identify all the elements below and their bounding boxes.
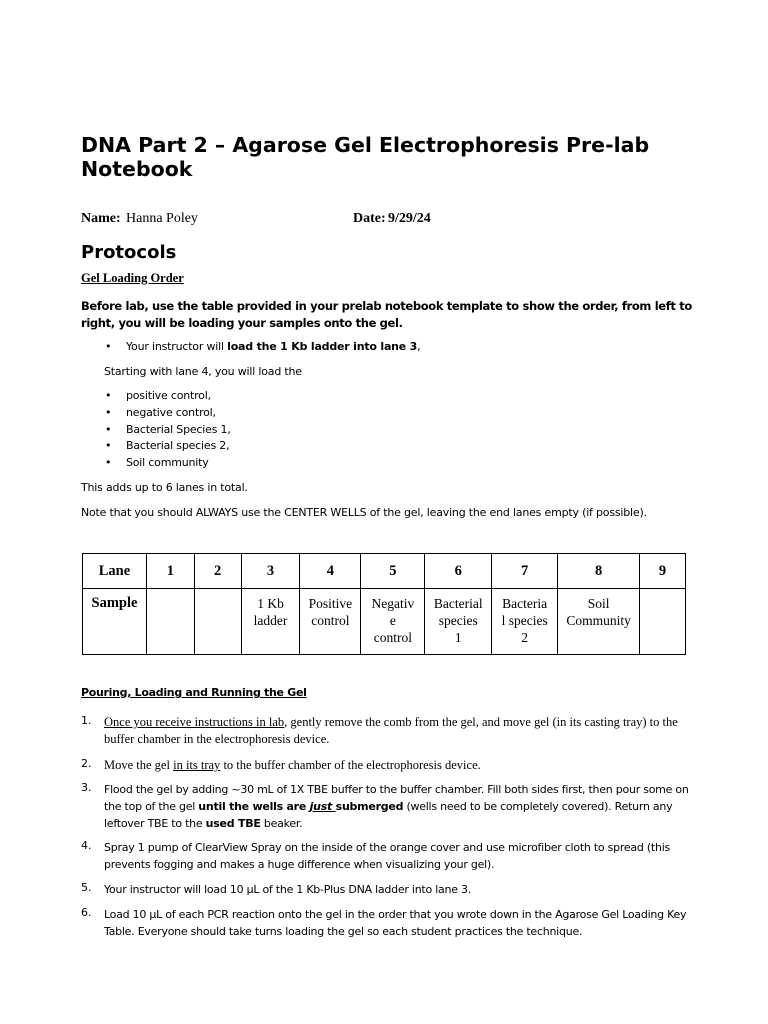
sample-cell-line: Bacteria — [502, 596, 548, 611]
sample-cell-line: e — [389, 613, 396, 628]
lane-number: 4 — [300, 554, 361, 589]
gel-loading-heading: Gel Loading Order — [81, 271, 184, 285]
sample-header: Sample — [83, 589, 147, 655]
step-bold-text: until the wells are — [198, 800, 310, 813]
step-number: 6. — [81, 906, 92, 919]
lane-number: 9 — [640, 554, 686, 589]
name-label: Name: — [81, 211, 121, 226]
sample-cell — [300, 589, 361, 655]
section-heading: Protocols — [81, 242, 177, 263]
sample-cell-line: Community — [566, 613, 631, 628]
date-label: Date: — [353, 211, 386, 226]
sample-cell — [194, 589, 241, 655]
sample-list-item: negative control, — [126, 406, 216, 419]
center-wells-note: Note that you should ALWAYS use the CENTER WELLS of the gel, leaving the end lanes empty (if possible). — [81, 506, 647, 519]
step-text: Load 10 µL of each PCR reaction onto the gel in the order that you wrote down in the Agarose Gel Loading Key Table. Everyone should take turns loading the gel so each student practices the technique. — [104, 908, 687, 938]
sample-list-item: Bacterial Species 1, — [126, 423, 231, 436]
sample-cell — [640, 589, 686, 655]
step-underlined-text: Once you receive instructions in lab — [104, 715, 285, 729]
bullet: • — [105, 389, 112, 402]
sample-cell — [146, 589, 194, 655]
lane-number: 2 — [194, 554, 241, 589]
lane-table — [82, 553, 686, 655]
sample-cell-line: Negativ — [371, 596, 415, 611]
starting-text: Starting with lane 4, you will load the — [104, 365, 302, 378]
bullet: • — [105, 439, 112, 452]
step-number: 5. — [81, 881, 92, 894]
step-bold-text: submerged — [335, 800, 404, 813]
sample-cell-line: 1 — [454, 630, 462, 645]
step-text-part: (wells need to be completely covered). Return any leftover TBE to the — [104, 800, 673, 830]
date-value: 9/29/24 — [388, 211, 431, 226]
page-title: DNA Part 2 – Agarose Gel Electrophoresis Pre-lab Notebook — [81, 133, 650, 181]
sample-cell-line: Positive — [308, 596, 353, 611]
instructor-prefix: Your instructor will — [126, 340, 228, 353]
step-emphasis-text: just — [309, 800, 336, 813]
step-text-part: , gently remove the comb from the gel, and move gel (in its casting tray) to the buffer chamber in the electrophoresis device. — [104, 715, 678, 746]
name-date-row — [81, 211, 701, 229]
sample-cell — [241, 589, 300, 655]
step-text — [104, 714, 704, 748]
instructor-ladder-item — [126, 340, 420, 353]
sample-cell — [425, 589, 492, 655]
sample-cell-line: l species — [501, 613, 548, 628]
step-number: 4. — [81, 839, 92, 852]
lane-number: 6 — [425, 554, 492, 589]
sample-cell-line: ladder — [253, 613, 288, 628]
sample-cell-line: 1 Kb — [257, 596, 284, 611]
step-text-part: Flood the gel by adding ~30 mL of 1X TBE buffer to the buffer chamber. Fill both sides first, then pour some on the top of the gel — [104, 783, 689, 813]
bullet: • — [105, 406, 112, 419]
gel-loading-intro: Before lab, use the table provided in your prelab notebook template to show the order, from left to right, you will be loading your samples onto the gel. — [81, 299, 692, 330]
sample-list-item: positive control, — [126, 389, 211, 402]
pouring-heading: Pouring, Loading and Running the Gel — [81, 686, 307, 699]
step-text: Spray 1 pump of ClearView Spray on the inside of the orange cover and use microfiber cloth to spread (this prevents fogging and makes a huge difference when visualizing your gel). — [104, 841, 671, 871]
step-text-part: to the buffer chamber of the electrophoresis device. — [220, 758, 481, 772]
sample-cell — [361, 589, 425, 655]
lane-header: Lane — [83, 554, 147, 589]
bullet: • — [105, 456, 112, 469]
step-text-part: Move the gel — [104, 758, 174, 772]
step-bold-text: used TBE — [205, 817, 261, 830]
sample-cell-line: 2 — [521, 630, 529, 645]
step-underlined-text: in its tray — [173, 758, 221, 772]
instructor-suffix: , — [417, 340, 421, 353]
sample-cell-line: Soil — [587, 596, 610, 611]
lane-number: 1 — [146, 554, 194, 589]
sample-cell-line: species — [438, 613, 478, 628]
step-text — [104, 757, 704, 774]
sample-list-item: Bacterial species 2, — [126, 439, 230, 452]
step-text — [104, 781, 704, 832]
sample-list-item: Soil community — [126, 456, 209, 469]
sample-row — [83, 589, 686, 655]
step-number: 2. — [81, 757, 92, 770]
lane-number: 5 — [361, 554, 425, 589]
sample-cell-line: control — [311, 613, 350, 628]
instructor-bold: load the 1 Kb ladder into lane 3 — [227, 340, 418, 353]
bullet: • — [105, 340, 112, 353]
lane-number: 7 — [492, 554, 558, 589]
sample-cell — [558, 589, 640, 655]
lane-header-row — [83, 554, 686, 589]
bullet: • — [105, 423, 112, 436]
step-text: Your instructor will load 10 µL of the 1 Kb-Plus DNA ladder into lane 3. — [104, 883, 471, 896]
lane-number: 3 — [241, 554, 300, 589]
step-number: 1. — [81, 714, 92, 727]
sample-cell-line: Bacterial — [433, 596, 483, 611]
sample-cell-line: control — [373, 630, 412, 645]
step-number: 3. — [81, 781, 92, 794]
name-value: Hanna Poley — [126, 211, 198, 226]
sample-cell — [492, 589, 558, 655]
lane-number: 8 — [558, 554, 640, 589]
lanes-total-text: This adds up to 6 lanes in total. — [81, 481, 248, 494]
step-text-part: beaker. — [260, 817, 303, 830]
